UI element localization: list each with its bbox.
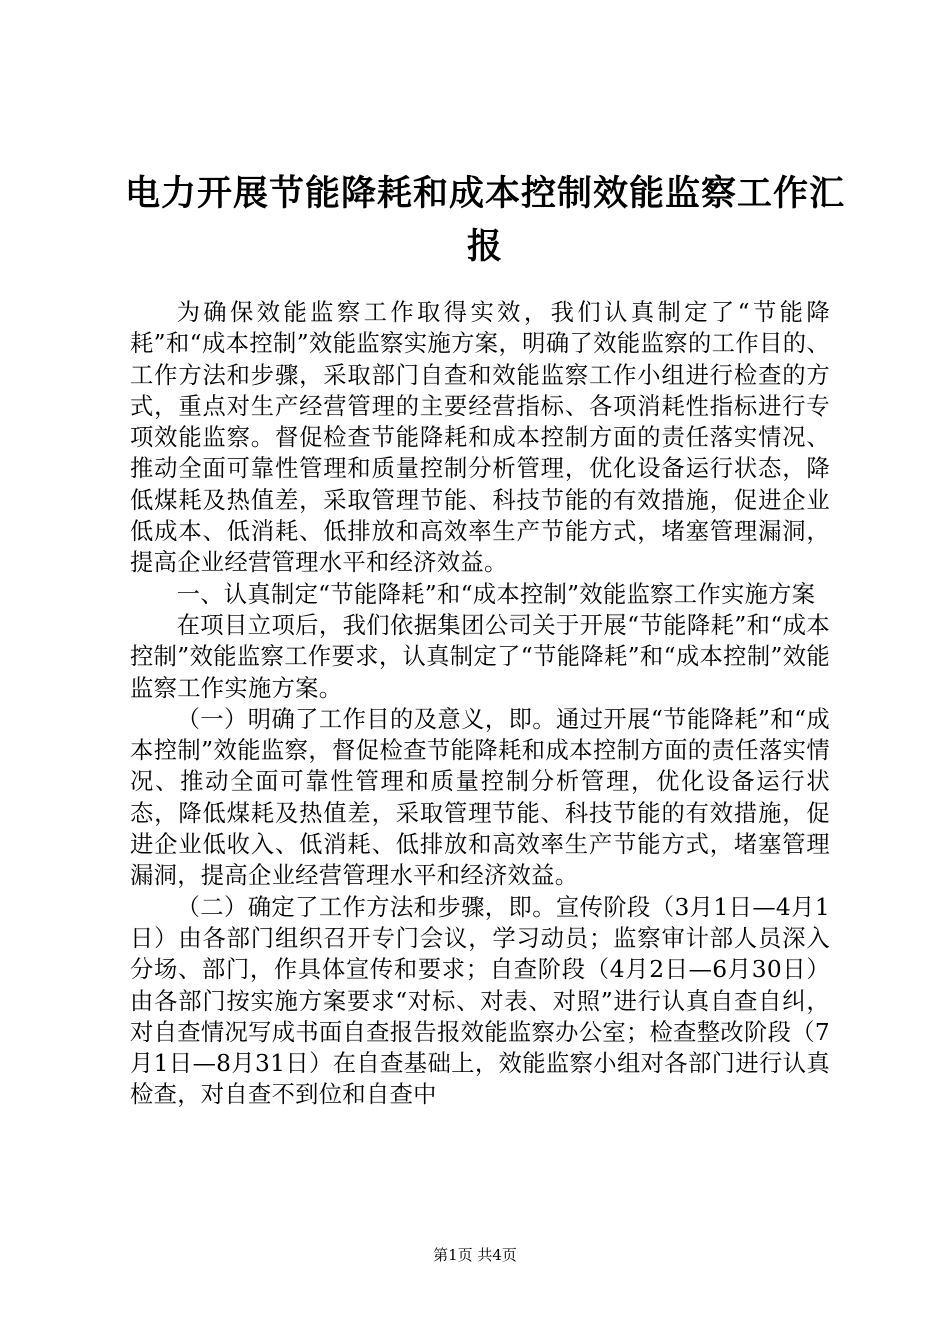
document-title-line-1: 电力开展节能降耗和成本控制效能监察工作汇: [125, 174, 846, 214]
page-footer: 第1页 共4页: [433, 1246, 517, 1264]
document-title-line-2: 报: [466, 227, 503, 267]
section-heading-1: 一、认真制定“节能降耗”和“成本控制”效能监察工作实施方案: [176, 580, 816, 608]
document-body: [130, 297, 830, 1111]
paragraph-purpose: （一）明确了工作目的及意义，即。通过开展“节能降耗”和“成本控制”效能监察，督促检查节能降耗和成本控制方面的责任落实情况、推动全面可靠性管理和质量控制分析管理，优化设备运行状态，降低煤耗及热值差，采取管理节能、科技节能的有效措施，促进企业低收入、低消耗、低排放和高效率生产节能方式，堵塞管理漏洞，提高企业经营管理水平和经济效益。: [130, 705, 830, 890]
paragraph-methods: （二）确定了工作方法和步骤，即。宣传阶段（3月1日—4月1日）由各部门组织召开专门会议，学习动员；监察审计部人员深入分场、部门，作具体宣传和要求；自查阶段（4月2日—6月30日）由各部门按实施方案要求“对标、对表、对照”进行认真自查自纠，对自查情况写成书面自查报告报效能监察办公室；检查整改阶段（7月1日—8月31日）在自查基础上，效能监察小组对各部门进行认真检查，对自查不到位和自查中: [130, 893, 830, 1109]
paragraph-plan: 在项目立项后，我们依据集团公司关于开展“节能降耗”和“成本控制”效能监察工作要求，认真制定了“节能降耗”和“成本控制”效能监察工作实施方案。: [130, 611, 830, 702]
paragraph-intro: 为确保效能监察工作取得实效，我们认真制定了“节能降耗”和“成本控制”效能监察实施方案，明确了效能监察的工作目的、工作方法和步骤，采取部门自查和效能监察工作小组进行检查的方式，重点对生产经营管理的主要经营指标、各项消耗性指标进行专项效能监察。督促检查节能降耗和成本控制方面的责任落实情况、推动全面可靠性管理和质量控制分析管理，优化设备运行状态，降低煤耗及热值差，采取管理节能、科技节能的有效措施，促进企业低成本、低消耗、低排放和高效率生产节能方式，堵塞管理漏洞，提高企业经营管理水平和经济效益。: [130, 299, 830, 577]
